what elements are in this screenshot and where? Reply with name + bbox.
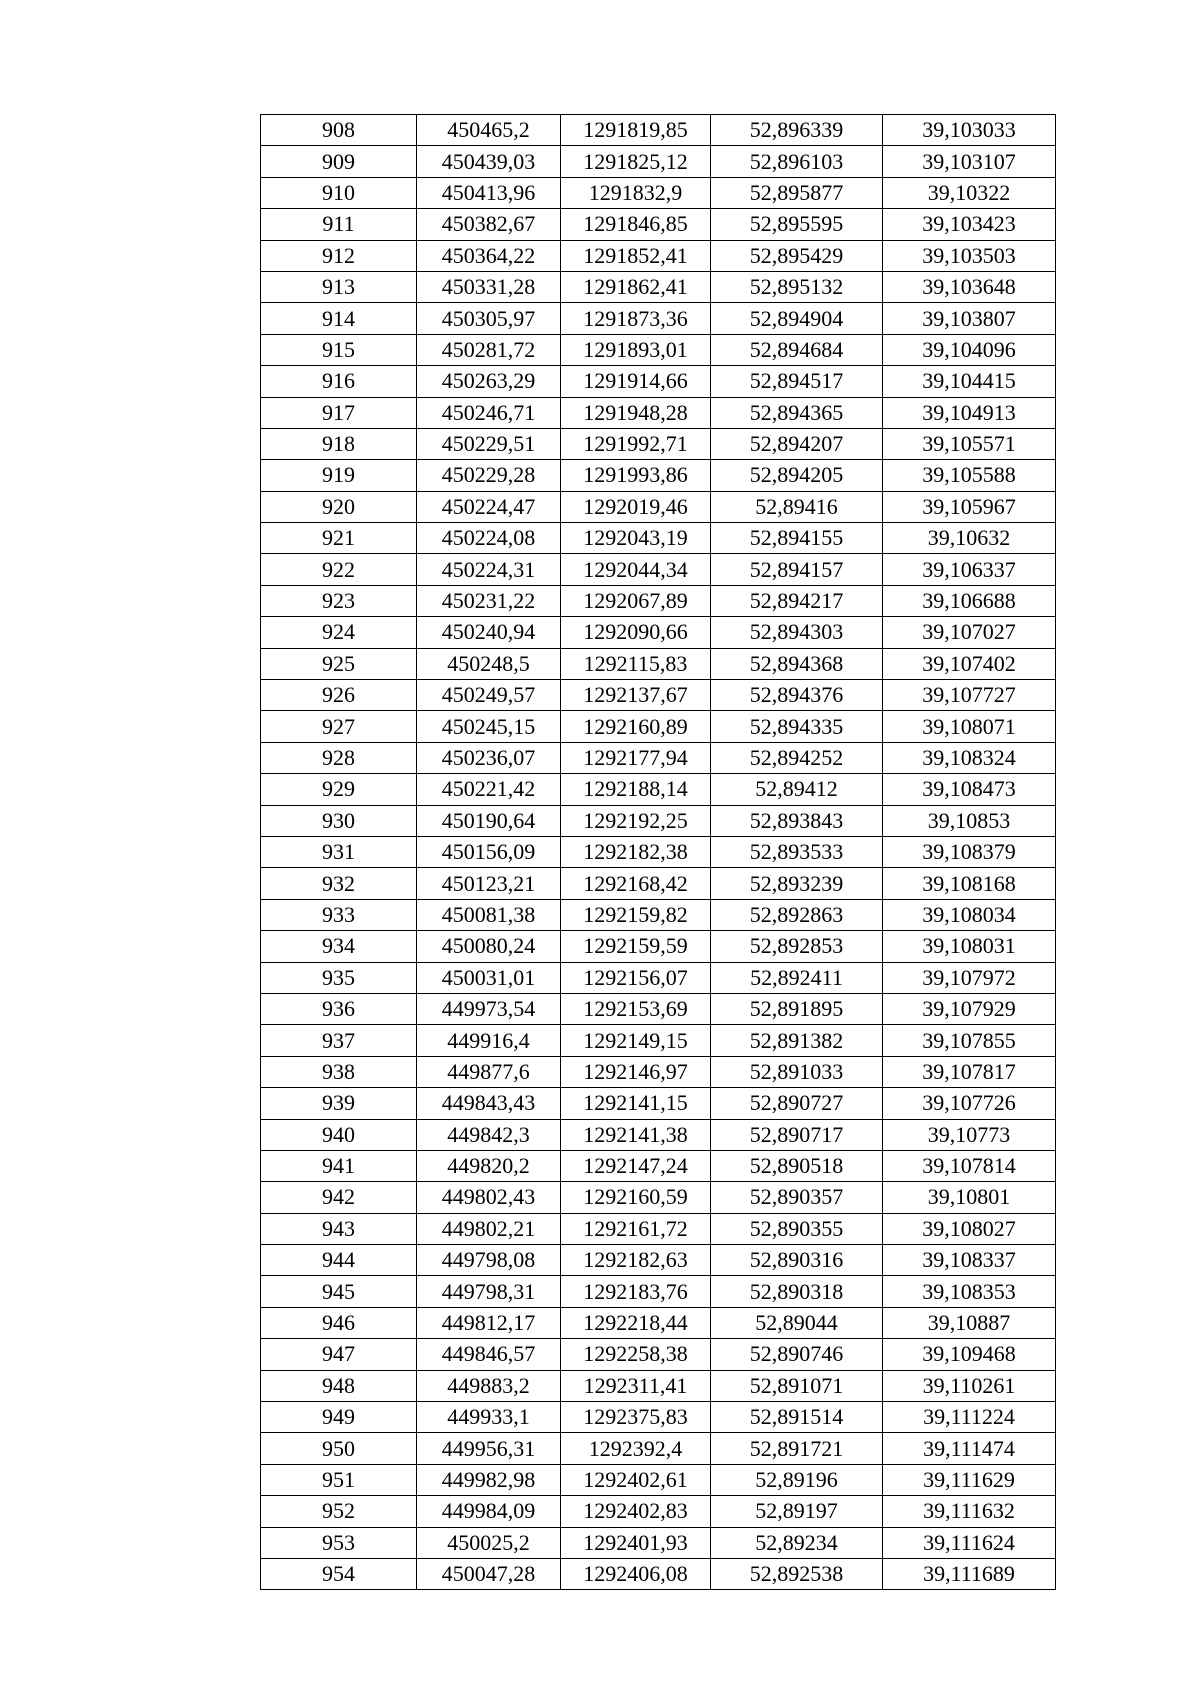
latitude-cell: 52,894365 [711, 397, 883, 428]
y-coordinate-cell: 1292159,59 [561, 931, 711, 962]
latitude-cell: 52,892853 [711, 931, 883, 962]
x-coordinate-cell: 450031,01 [417, 962, 561, 993]
table-row [261, 1245, 1056, 1276]
x-coordinate-cell: 450221,42 [417, 774, 561, 805]
latitude-cell: 52,895132 [711, 271, 883, 302]
point-number-cell: 953 [261, 1527, 417, 1558]
latitude-cell: 52,890318 [711, 1276, 883, 1307]
latitude-cell: 52,895595 [711, 209, 883, 240]
y-coordinate-cell: 1292147,24 [561, 1150, 711, 1181]
point-number-cell: 932 [261, 868, 417, 899]
latitude-cell: 52,894684 [711, 334, 883, 365]
y-coordinate-cell: 1291893,01 [561, 334, 711, 365]
y-coordinate-cell: 1292182,63 [561, 1245, 711, 1276]
x-coordinate-cell: 450224,08 [417, 523, 561, 554]
latitude-cell: 52,894252 [711, 742, 883, 773]
latitude-cell: 52,890727 [711, 1088, 883, 1119]
longitude-cell: 39,111224 [883, 1402, 1056, 1433]
x-coordinate-cell: 449916,4 [417, 1025, 561, 1056]
longitude-cell: 39,103503 [883, 240, 1056, 271]
x-coordinate-cell: 450047,28 [417, 1558, 561, 1589]
x-coordinate-cell: 450240,94 [417, 617, 561, 648]
x-coordinate-cell: 450439,03 [417, 146, 561, 177]
longitude-cell: 39,108168 [883, 868, 1056, 899]
point-number-cell: 916 [261, 366, 417, 397]
y-coordinate-cell: 1292159,82 [561, 899, 711, 930]
x-coordinate-cell: 450413,96 [417, 177, 561, 208]
latitude-cell: 52,891895 [711, 993, 883, 1024]
point-number-cell: 908 [261, 115, 417, 146]
latitude-cell: 52,891033 [711, 1056, 883, 1087]
longitude-cell: 39,110261 [883, 1370, 1056, 1401]
y-coordinate-cell: 1291948,28 [561, 397, 711, 428]
x-coordinate-cell: 450229,28 [417, 460, 561, 491]
x-coordinate-cell: 449883,2 [417, 1370, 561, 1401]
y-coordinate-cell: 1292044,34 [561, 554, 711, 585]
y-coordinate-cell: 1292019,46 [561, 491, 711, 522]
latitude-cell: 52,89234 [711, 1527, 883, 1558]
longitude-cell: 39,103107 [883, 146, 1056, 177]
y-coordinate-cell: 1292156,07 [561, 962, 711, 993]
point-number-cell: 936 [261, 993, 417, 1024]
table-row [261, 554, 1056, 585]
x-coordinate-cell: 450382,67 [417, 209, 561, 240]
longitude-cell: 39,107027 [883, 617, 1056, 648]
table-row [261, 931, 1056, 962]
y-coordinate-cell: 1292177,94 [561, 742, 711, 773]
longitude-cell: 39,10853 [883, 805, 1056, 836]
latitude-cell: 52,893239 [711, 868, 883, 899]
table-row [261, 648, 1056, 679]
x-coordinate-cell: 450123,21 [417, 868, 561, 899]
longitude-cell: 39,105588 [883, 460, 1056, 491]
x-coordinate-cell: 449982,98 [417, 1464, 561, 1495]
latitude-cell: 52,894205 [711, 460, 883, 491]
y-coordinate-cell: 1291846,85 [561, 209, 711, 240]
point-number-cell: 924 [261, 617, 417, 648]
point-number-cell: 935 [261, 962, 417, 993]
table-row [261, 366, 1056, 397]
y-coordinate-cell: 1292168,42 [561, 868, 711, 899]
longitude-cell: 39,106337 [883, 554, 1056, 585]
longitude-cell: 39,103648 [883, 271, 1056, 302]
x-coordinate-cell: 449846,57 [417, 1339, 561, 1370]
latitude-cell: 52,892411 [711, 962, 883, 993]
point-number-cell: 933 [261, 899, 417, 930]
table-row [261, 1182, 1056, 1213]
point-number-cell: 909 [261, 146, 417, 177]
longitude-cell: 39,111632 [883, 1496, 1056, 1527]
longitude-cell: 39,10773 [883, 1119, 1056, 1150]
table-row [261, 1119, 1056, 1150]
y-coordinate-cell: 1292311,41 [561, 1370, 711, 1401]
table-row [261, 680, 1056, 711]
longitude-cell: 39,10322 [883, 177, 1056, 208]
x-coordinate-cell: 449984,09 [417, 1496, 561, 1527]
longitude-cell: 39,111624 [883, 1527, 1056, 1558]
table-row [261, 774, 1056, 805]
x-coordinate-cell: 449812,17 [417, 1307, 561, 1338]
table-row [261, 585, 1056, 616]
y-coordinate-cell: 1291993,86 [561, 460, 711, 491]
y-coordinate-cell: 1292090,66 [561, 617, 711, 648]
x-coordinate-cell: 450156,09 [417, 836, 561, 867]
point-number-cell: 952 [261, 1496, 417, 1527]
y-coordinate-cell: 1291825,12 [561, 146, 711, 177]
longitude-cell: 39,108337 [883, 1245, 1056, 1276]
longitude-cell: 39,103033 [883, 115, 1056, 146]
longitude-cell: 39,109468 [883, 1339, 1056, 1370]
point-number-cell: 929 [261, 774, 417, 805]
y-coordinate-cell: 1292043,19 [561, 523, 711, 554]
y-coordinate-cell: 1292258,38 [561, 1339, 711, 1370]
point-number-cell: 911 [261, 209, 417, 240]
x-coordinate-cell: 449956,31 [417, 1433, 561, 1464]
x-coordinate-cell: 450305,97 [417, 303, 561, 334]
point-number-cell: 923 [261, 585, 417, 616]
x-coordinate-cell: 450263,29 [417, 366, 561, 397]
x-coordinate-cell: 449798,31 [417, 1276, 561, 1307]
table-row [261, 836, 1056, 867]
x-coordinate-cell: 450224,31 [417, 554, 561, 585]
y-coordinate-cell: 1292375,83 [561, 1402, 711, 1433]
x-coordinate-cell: 450248,5 [417, 648, 561, 679]
y-coordinate-cell: 1292146,97 [561, 1056, 711, 1087]
x-coordinate-cell: 449802,43 [417, 1182, 561, 1213]
latitude-cell: 52,894904 [711, 303, 883, 334]
latitude-cell: 52,893843 [711, 805, 883, 836]
latitude-cell: 52,891382 [711, 1025, 883, 1056]
table-row [261, 271, 1056, 302]
latitude-cell: 52,896339 [711, 115, 883, 146]
longitude-cell: 39,10887 [883, 1307, 1056, 1338]
longitude-cell: 39,107972 [883, 962, 1056, 993]
x-coordinate-cell: 449973,54 [417, 993, 561, 1024]
table-row [261, 523, 1056, 554]
latitude-cell: 52,891514 [711, 1402, 883, 1433]
y-coordinate-cell: 1292161,72 [561, 1213, 711, 1244]
latitude-cell: 52,890717 [711, 1119, 883, 1150]
y-coordinate-cell: 1292067,89 [561, 585, 711, 616]
longitude-cell: 39,105571 [883, 428, 1056, 459]
latitude-cell: 52,891721 [711, 1433, 883, 1464]
x-coordinate-cell: 449843,43 [417, 1088, 561, 1119]
longitude-cell: 39,104096 [883, 334, 1056, 365]
table-row [261, 1339, 1056, 1370]
point-number-cell: 940 [261, 1119, 417, 1150]
y-coordinate-cell: 1291914,66 [561, 366, 711, 397]
point-number-cell: 945 [261, 1276, 417, 1307]
x-coordinate-cell: 450080,24 [417, 931, 561, 962]
coordinates-table [260, 114, 1056, 1590]
table-row [261, 962, 1056, 993]
y-coordinate-cell: 1292218,44 [561, 1307, 711, 1338]
table-row [261, 115, 1056, 146]
longitude-cell: 39,108379 [883, 836, 1056, 867]
table-row [261, 428, 1056, 459]
latitude-cell: 52,891071 [711, 1370, 883, 1401]
table-row [261, 617, 1056, 648]
point-number-cell: 922 [261, 554, 417, 585]
table-row [261, 1213, 1056, 1244]
point-number-cell: 917 [261, 397, 417, 428]
latitude-cell: 52,890316 [711, 1245, 883, 1276]
point-number-cell: 943 [261, 1213, 417, 1244]
longitude-cell: 39,108473 [883, 774, 1056, 805]
y-coordinate-cell: 1292183,76 [561, 1276, 711, 1307]
table-row [261, 1025, 1056, 1056]
point-number-cell: 914 [261, 303, 417, 334]
longitude-cell: 39,106688 [883, 585, 1056, 616]
y-coordinate-cell: 1292192,25 [561, 805, 711, 836]
latitude-cell: 52,890355 [711, 1213, 883, 1244]
table-row [261, 334, 1056, 365]
latitude-cell: 52,890746 [711, 1339, 883, 1370]
latitude-cell: 52,89416 [711, 491, 883, 522]
latitude-cell: 52,894376 [711, 680, 883, 711]
x-coordinate-cell: 450465,2 [417, 115, 561, 146]
latitude-cell: 52,892863 [711, 899, 883, 930]
point-number-cell: 946 [261, 1307, 417, 1338]
longitude-cell: 39,10801 [883, 1182, 1056, 1213]
table-row [261, 868, 1056, 899]
table-row [261, 805, 1056, 836]
longitude-cell: 39,108324 [883, 742, 1056, 773]
longitude-cell: 39,108034 [883, 899, 1056, 930]
y-coordinate-cell: 1292160,59 [561, 1182, 711, 1213]
x-coordinate-cell: 450236,07 [417, 742, 561, 773]
longitude-cell: 39,111629 [883, 1464, 1056, 1495]
latitude-cell: 52,89196 [711, 1464, 883, 1495]
x-coordinate-cell: 450331,28 [417, 271, 561, 302]
latitude-cell: 52,893533 [711, 836, 883, 867]
latitude-cell: 52,89197 [711, 1496, 883, 1527]
longitude-cell: 39,108031 [883, 931, 1056, 962]
point-number-cell: 930 [261, 805, 417, 836]
point-number-cell: 910 [261, 177, 417, 208]
latitude-cell: 52,894303 [711, 617, 883, 648]
longitude-cell: 39,107726 [883, 1088, 1056, 1119]
longitude-cell: 39,103807 [883, 303, 1056, 334]
y-coordinate-cell: 1292115,83 [561, 648, 711, 679]
longitude-cell: 39,107929 [883, 993, 1056, 1024]
y-coordinate-cell: 1292160,89 [561, 711, 711, 742]
point-number-cell: 931 [261, 836, 417, 867]
table-row [261, 491, 1056, 522]
point-number-cell: 938 [261, 1056, 417, 1087]
y-coordinate-cell: 1291832,9 [561, 177, 711, 208]
latitude-cell: 52,894207 [711, 428, 883, 459]
table-row [261, 397, 1056, 428]
latitude-cell: 52,896103 [711, 146, 883, 177]
table-row [261, 240, 1056, 271]
table-row [261, 303, 1056, 334]
longitude-cell: 39,107814 [883, 1150, 1056, 1181]
longitude-cell: 39,10632 [883, 523, 1056, 554]
point-number-cell: 926 [261, 680, 417, 711]
y-coordinate-cell: 1292401,93 [561, 1527, 711, 1558]
y-coordinate-cell: 1291852,41 [561, 240, 711, 271]
longitude-cell: 39,108071 [883, 711, 1056, 742]
point-number-cell: 912 [261, 240, 417, 271]
table-row [261, 146, 1056, 177]
longitude-cell: 39,107817 [883, 1056, 1056, 1087]
point-number-cell: 939 [261, 1088, 417, 1119]
latitude-cell: 52,890518 [711, 1150, 883, 1181]
y-coordinate-cell: 1292141,15 [561, 1088, 711, 1119]
y-coordinate-cell: 1291992,71 [561, 428, 711, 459]
y-coordinate-cell: 1292392,4 [561, 1433, 711, 1464]
longitude-cell: 39,103423 [883, 209, 1056, 240]
point-number-cell: 944 [261, 1245, 417, 1276]
y-coordinate-cell: 1292182,38 [561, 836, 711, 867]
longitude-cell: 39,108353 [883, 1276, 1056, 1307]
table-row [261, 993, 1056, 1024]
y-coordinate-cell: 1292149,15 [561, 1025, 711, 1056]
y-coordinate-cell: 1292402,61 [561, 1464, 711, 1495]
longitude-cell: 39,107402 [883, 648, 1056, 679]
y-coordinate-cell: 1292406,08 [561, 1558, 711, 1589]
latitude-cell: 52,890357 [711, 1182, 883, 1213]
table-row [261, 1088, 1056, 1119]
point-number-cell: 927 [261, 711, 417, 742]
table-row [261, 742, 1056, 773]
point-number-cell: 948 [261, 1370, 417, 1401]
table-row [261, 1464, 1056, 1495]
table-row [261, 177, 1056, 208]
point-number-cell: 928 [261, 742, 417, 773]
longitude-cell: 39,104913 [883, 397, 1056, 428]
x-coordinate-cell: 450281,72 [417, 334, 561, 365]
longitude-cell: 39,111689 [883, 1558, 1056, 1589]
point-number-cell: 951 [261, 1464, 417, 1495]
longitude-cell: 39,108027 [883, 1213, 1056, 1244]
point-number-cell: 949 [261, 1402, 417, 1433]
point-number-cell: 919 [261, 460, 417, 491]
point-number-cell: 941 [261, 1150, 417, 1181]
table-row [261, 711, 1056, 742]
table-row [261, 899, 1056, 930]
x-coordinate-cell: 449802,21 [417, 1213, 561, 1244]
x-coordinate-cell: 449798,08 [417, 1245, 561, 1276]
point-number-cell: 942 [261, 1182, 417, 1213]
latitude-cell: 52,894517 [711, 366, 883, 397]
table-row [261, 1276, 1056, 1307]
latitude-cell: 52,89412 [711, 774, 883, 805]
longitude-cell: 39,105967 [883, 491, 1056, 522]
y-coordinate-cell: 1292153,69 [561, 993, 711, 1024]
latitude-cell: 52,894155 [711, 523, 883, 554]
y-coordinate-cell: 1291873,36 [561, 303, 711, 334]
x-coordinate-cell: 450249,57 [417, 680, 561, 711]
latitude-cell: 52,894335 [711, 711, 883, 742]
point-number-cell: 947 [261, 1339, 417, 1370]
table-row [261, 1150, 1056, 1181]
x-coordinate-cell: 450246,71 [417, 397, 561, 428]
latitude-cell: 52,892538 [711, 1558, 883, 1589]
table-row [261, 1056, 1056, 1087]
point-number-cell: 913 [261, 271, 417, 302]
point-number-cell: 921 [261, 523, 417, 554]
table-row [261, 460, 1056, 491]
table-row [261, 1370, 1056, 1401]
x-coordinate-cell: 450229,51 [417, 428, 561, 459]
longitude-cell: 39,111474 [883, 1433, 1056, 1464]
table-row [261, 209, 1056, 240]
y-coordinate-cell: 1292188,14 [561, 774, 711, 805]
table-row [261, 1402, 1056, 1433]
x-coordinate-cell: 450245,15 [417, 711, 561, 742]
point-number-cell: 915 [261, 334, 417, 365]
latitude-cell: 52,894217 [711, 585, 883, 616]
table-row [261, 1527, 1056, 1558]
latitude-cell: 52,895429 [711, 240, 883, 271]
point-number-cell: 918 [261, 428, 417, 459]
x-coordinate-cell: 450224,47 [417, 491, 561, 522]
x-coordinate-cell: 449820,2 [417, 1150, 561, 1181]
table-row [261, 1433, 1056, 1464]
table-row [261, 1307, 1056, 1338]
point-number-cell: 937 [261, 1025, 417, 1056]
longitude-cell: 39,107855 [883, 1025, 1056, 1056]
y-coordinate-cell: 1292402,83 [561, 1496, 711, 1527]
longitude-cell: 39,104415 [883, 366, 1056, 397]
y-coordinate-cell: 1291862,41 [561, 271, 711, 302]
x-coordinate-cell: 450231,22 [417, 585, 561, 616]
y-coordinate-cell: 1291819,85 [561, 115, 711, 146]
latitude-cell: 52,894368 [711, 648, 883, 679]
point-number-cell: 925 [261, 648, 417, 679]
point-number-cell: 950 [261, 1433, 417, 1464]
point-number-cell: 920 [261, 491, 417, 522]
coordinates-table-body [261, 115, 1056, 1590]
x-coordinate-cell: 449933,1 [417, 1402, 561, 1433]
x-coordinate-cell: 449842,3 [417, 1119, 561, 1150]
latitude-cell: 52,89044 [711, 1307, 883, 1338]
table-row [261, 1496, 1056, 1527]
x-coordinate-cell: 450190,64 [417, 805, 561, 836]
y-coordinate-cell: 1292141,38 [561, 1119, 711, 1150]
point-number-cell: 934 [261, 931, 417, 962]
y-coordinate-cell: 1292137,67 [561, 680, 711, 711]
x-coordinate-cell: 450025,2 [417, 1527, 561, 1558]
latitude-cell: 52,894157 [711, 554, 883, 585]
x-coordinate-cell: 450081,38 [417, 899, 561, 930]
table-row [261, 1558, 1056, 1589]
longitude-cell: 39,107727 [883, 680, 1056, 711]
point-number-cell: 954 [261, 1558, 417, 1589]
x-coordinate-cell: 450364,22 [417, 240, 561, 271]
x-coordinate-cell: 449877,6 [417, 1056, 561, 1087]
latitude-cell: 52,895877 [711, 177, 883, 208]
